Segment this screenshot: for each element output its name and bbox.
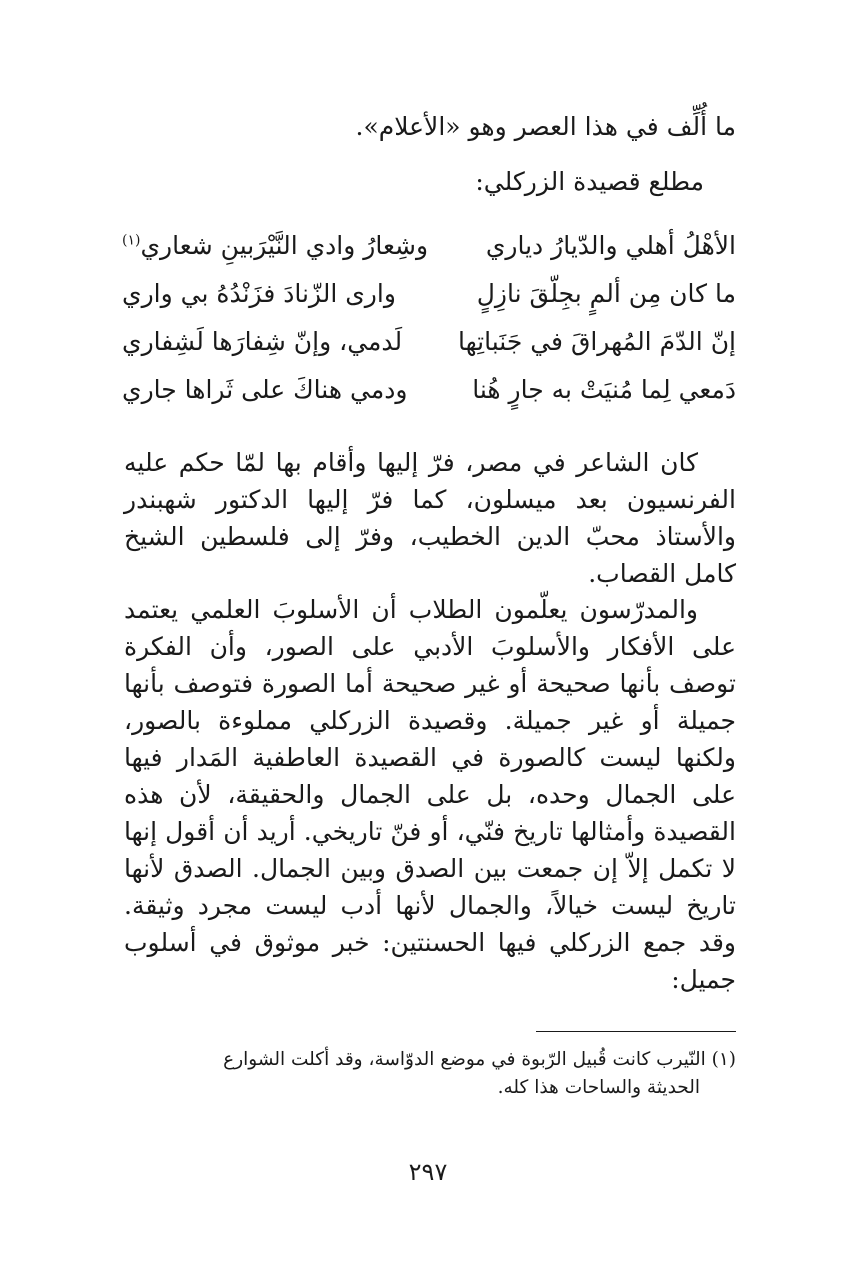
- paragraph-line: الصدق وبين الجمال. الصدق لأنها تاريخ ليست خيالاً، والجمال: [124, 854, 737, 920]
- paragraph-line: خبر موثوق في أسلوب جميل:: [124, 928, 736, 994]
- paragraph-line: والمدرّسون يعلّمون الطلاب أن الأسلوبَ العلمي يعتمد: [124, 595, 698, 624]
- verse-first-hemistich: إنّ الدّمَ المُهراقَ في جَنَباتِها: [458, 327, 736, 356]
- verse-second-hemistich-text: وشِعارُ وادي النَّيْرَبينِ شعاري: [140, 231, 429, 260]
- paragraph-exile: [124, 444, 736, 592]
- verse-first-hemistich: الأهْلُ أهلي والدّيارُ دياري: [485, 231, 736, 260]
- paragraph-line: محبّ الدين الخطيب، وفرّ إلى فلسطين الشيخ كامل القصاب.: [124, 522, 736, 588]
- footnote-separator: [536, 1031, 736, 1032]
- verse-second-hemistich: وارى الزّنادَ فزَنْدُهُ بي واري: [122, 279, 396, 308]
- verse-first-hemistich: دَمعي لِما مُنيَتْ به جارٍ هُنا: [472, 375, 736, 404]
- poem-verse: [122, 270, 736, 318]
- paragraph-line: الفرنسيون بعد ميسلون، كما فرّ إليها الدكتور شهبندر والأستاذ: [124, 485, 736, 551]
- paragraph-line: بأنها صحيحة أو غير صحيحة أما الصورة فتوصف بأنها جميلة: [124, 669, 736, 735]
- poem-verse: [122, 222, 736, 270]
- paragraph-line: كان الشاعر في مصر، فرّ إليها وأقام بها لمّا حكم عليه: [124, 448, 698, 477]
- poem: [122, 222, 736, 414]
- verse-second-hemistich: [122, 222, 428, 270]
- verse-first-hemistich: ما كان مِن ألمٍ بجِلّقَ نازِلٍ: [476, 279, 736, 308]
- footnote-line: (١) النّيرب كانت قُبيل الرّبوة في موضع الدوّاسة، وقد أكلت الشوارع: [223, 1049, 736, 1070]
- poem-heading: مطلع قصيدة الزركلي:: [475, 167, 704, 196]
- footnote-line: الحديثة والساحات هذا كله.: [497, 1077, 700, 1098]
- page-number: ٢٩٧: [408, 1158, 448, 1186]
- poem-verse: [122, 366, 736, 414]
- footnote-reference: (١): [122, 232, 141, 249]
- paragraph-line: بل على الجمال والحقيقة، لأن هذه القصيدة وأمثالها تاريخ فنّي،: [124, 780, 736, 846]
- paragraph-line: أو فنّ تاريخي. أريد أن أقول إنها لا تكمل إلاّ إن جمعت بين: [124, 817, 736, 883]
- paragraph-line: كالصورة في القصيدة العاطفية المَدار فيها على الجمال وحده،: [124, 743, 736, 809]
- paragraph-style: [124, 591, 736, 998]
- poem-verse: [122, 318, 736, 366]
- paragraph-line: لأنها أدب ليست مجرد وثيقة. وقد جمع الزركلي فيها الحسنتين:: [124, 891, 736, 957]
- footnote: [124, 1046, 736, 1102]
- verse-second-hemistich: ودمي هناكَ على ثَراها جاري: [122, 375, 408, 404]
- paragraph-line: أو غير جميلة. وقصيدة الزركلي مملوءة بالصور، ولكنها ليست: [124, 706, 736, 772]
- intro-line: ما أُلِّف في هذا العصر وهو «الأعلام».: [355, 112, 736, 141]
- paragraph-line: على الأفكار والأسلوبَ الأدبي على الصور، وأن الفكرة توصف: [124, 632, 736, 698]
- verse-second-hemistich: لَدمي، وإنّ شِفارَها لَشِفاري: [122, 327, 403, 356]
